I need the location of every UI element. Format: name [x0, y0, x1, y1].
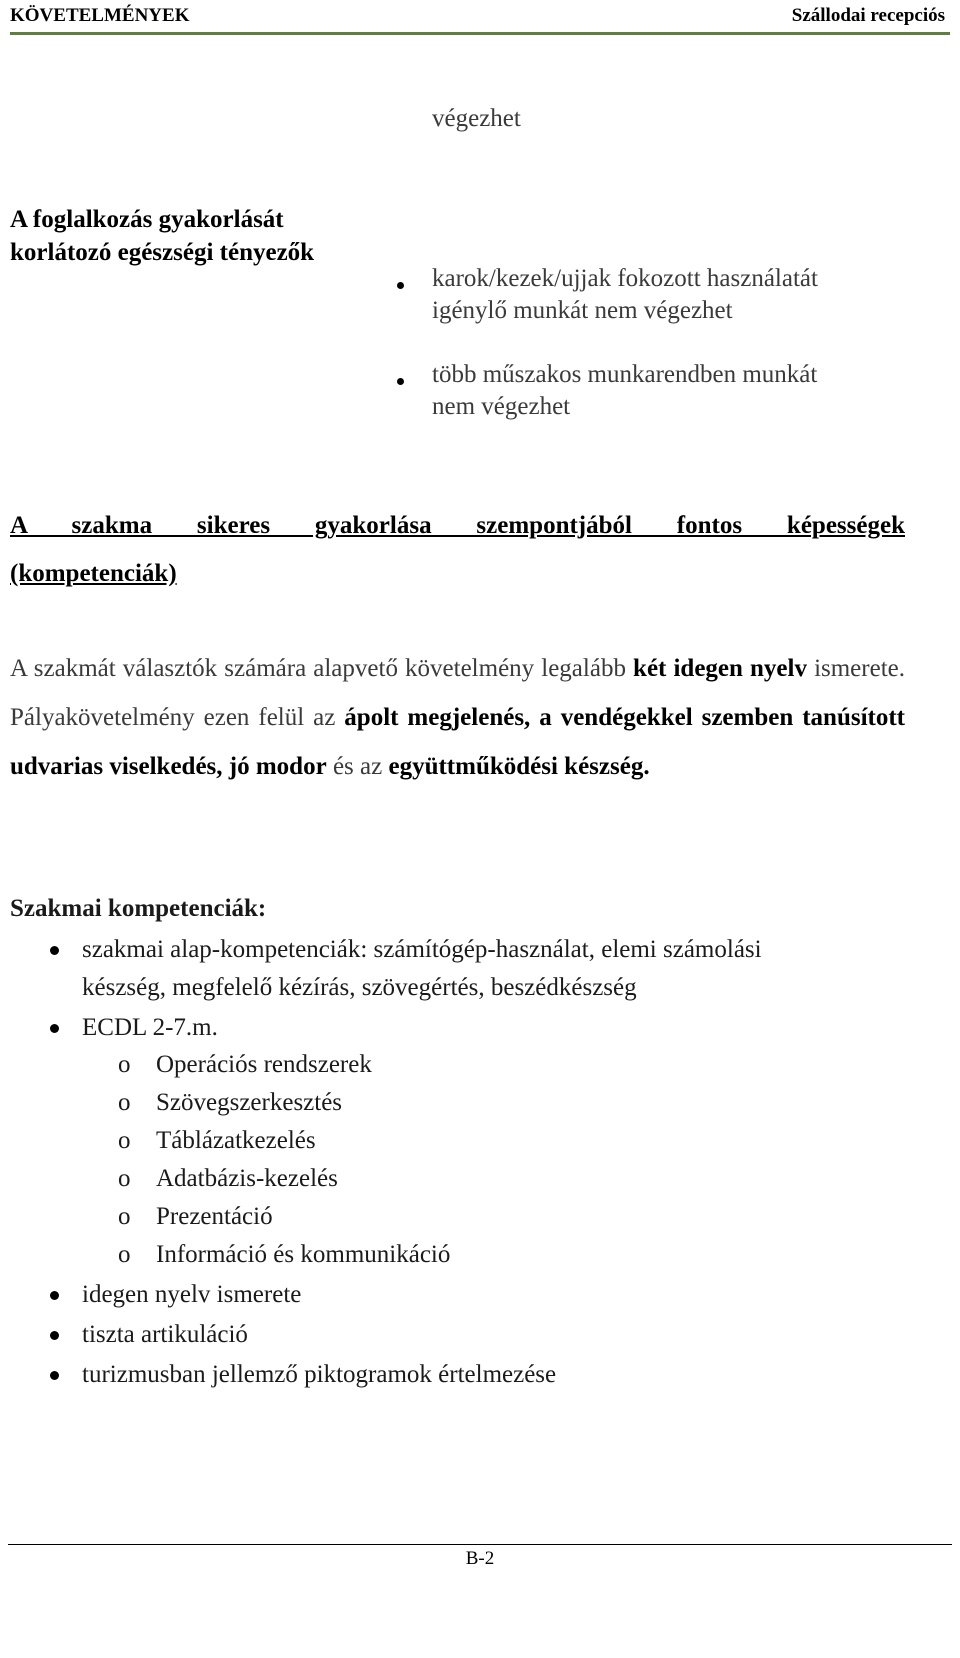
health-item-2-line1: több műszakos munkarendben munkát [432, 361, 818, 388]
paragraph-text-1: A szakmát választók számára alapvető követelmény legalább [10, 655, 634, 682]
header-right-title: Szállodai recepciós [791, 5, 945, 26]
header-left-title: KÖVETELMÉNYEK [10, 5, 190, 26]
health-title-line1: A foglalkozás gyakorlását [10, 206, 284, 233]
skill-item-articulation: tiszta artikuláció [82, 1321, 248, 1348]
bullet-icon [50, 1291, 59, 1300]
page-number: B-2 [465, 1548, 495, 1569]
sub-bullet-marker: o [118, 1051, 131, 1078]
health-item-1 [432, 263, 818, 327]
sub-bullet-marker: o [118, 1241, 131, 1268]
paragraph-bold-cooperation: együttműködési készség. [388, 753, 650, 780]
competence-heading-line2: (kompetenciák) [10, 560, 177, 587]
health-item-2-line2: nem végezhet [432, 393, 571, 420]
paragraph-text-2: ismerete. Pályakövetelmény ezen felül az [10, 655, 905, 731]
skill-item-basic-line2: készség, megfelelő kézírás, szövegértés, beszédkészség [82, 974, 637, 1001]
sub-bullet-marker: o [118, 1127, 131, 1154]
health-item-1-line2: igénylő munkát nem végezhet [432, 297, 733, 324]
ecdl-sub-item: Adatbázis-kezelés [156, 1165, 338, 1192]
sub-bullet-marker: o [118, 1089, 131, 1116]
footer-divider [8, 1544, 952, 1545]
ecdl-sub-item: Prezentáció [156, 1203, 273, 1230]
skill-item-basic-line1: szakmai alap-kompetenciák: számítógép-használat, elemi számolási [82, 936, 762, 963]
bullet-icon [397, 282, 404, 289]
skills-title: Szakmai kompetenciák: [10, 895, 267, 922]
top-fragment-text: végezhet [432, 105, 521, 132]
skill-item-language: idegen nyelv ismerete [82, 1281, 302, 1308]
bullet-icon [397, 378, 404, 385]
ecdl-sub-item: Operációs rendszerek [156, 1051, 372, 1078]
requirements-paragraph [10, 644, 905, 791]
header-divider [10, 32, 950, 35]
ecdl-sub-item: Táblázatkezelés [156, 1127, 316, 1154]
ecdl-sub-item: Szövegszerkesztés [156, 1089, 343, 1116]
paragraph-bold-languages: két idegen nyelv [633, 655, 807, 682]
health-item-2 [432, 359, 817, 423]
bullet-icon [50, 1331, 59, 1340]
sub-bullet-marker: o [118, 1165, 131, 1192]
paragraph-bold-appearance: ápolt megjelenés, a vendégekkel szemben tanúsított udvarias viselkedés, jó modor [10, 704, 905, 780]
skill-item-pictograms: turizmusban jellemző piktogramok értelmezése [82, 1361, 557, 1388]
competence-heading-line1: A szakma sikeres gyakorlása szempontjából fontos képességek [10, 512, 905, 539]
bullet-icon [50, 1024, 59, 1033]
competence-heading [10, 502, 905, 598]
bullet-icon [50, 946, 59, 955]
skill-item-basic [82, 931, 762, 1007]
skill-item-ecdl: ECDL 2-7.m. [82, 1014, 218, 1041]
health-title-line2: korlátozó egészségi tényezők [10, 239, 315, 266]
health-item-1-line1: karok/kezek/ujjak fokozott használatát [432, 265, 818, 292]
health-factors-title [10, 203, 314, 269]
paragraph-text-3: és az [326, 753, 389, 780]
page-header [10, 0, 950, 34]
bullet-icon [50, 1371, 59, 1380]
sub-bullet-marker: o [118, 1203, 131, 1230]
ecdl-sub-item: Információ és kommunikáció [156, 1241, 451, 1268]
